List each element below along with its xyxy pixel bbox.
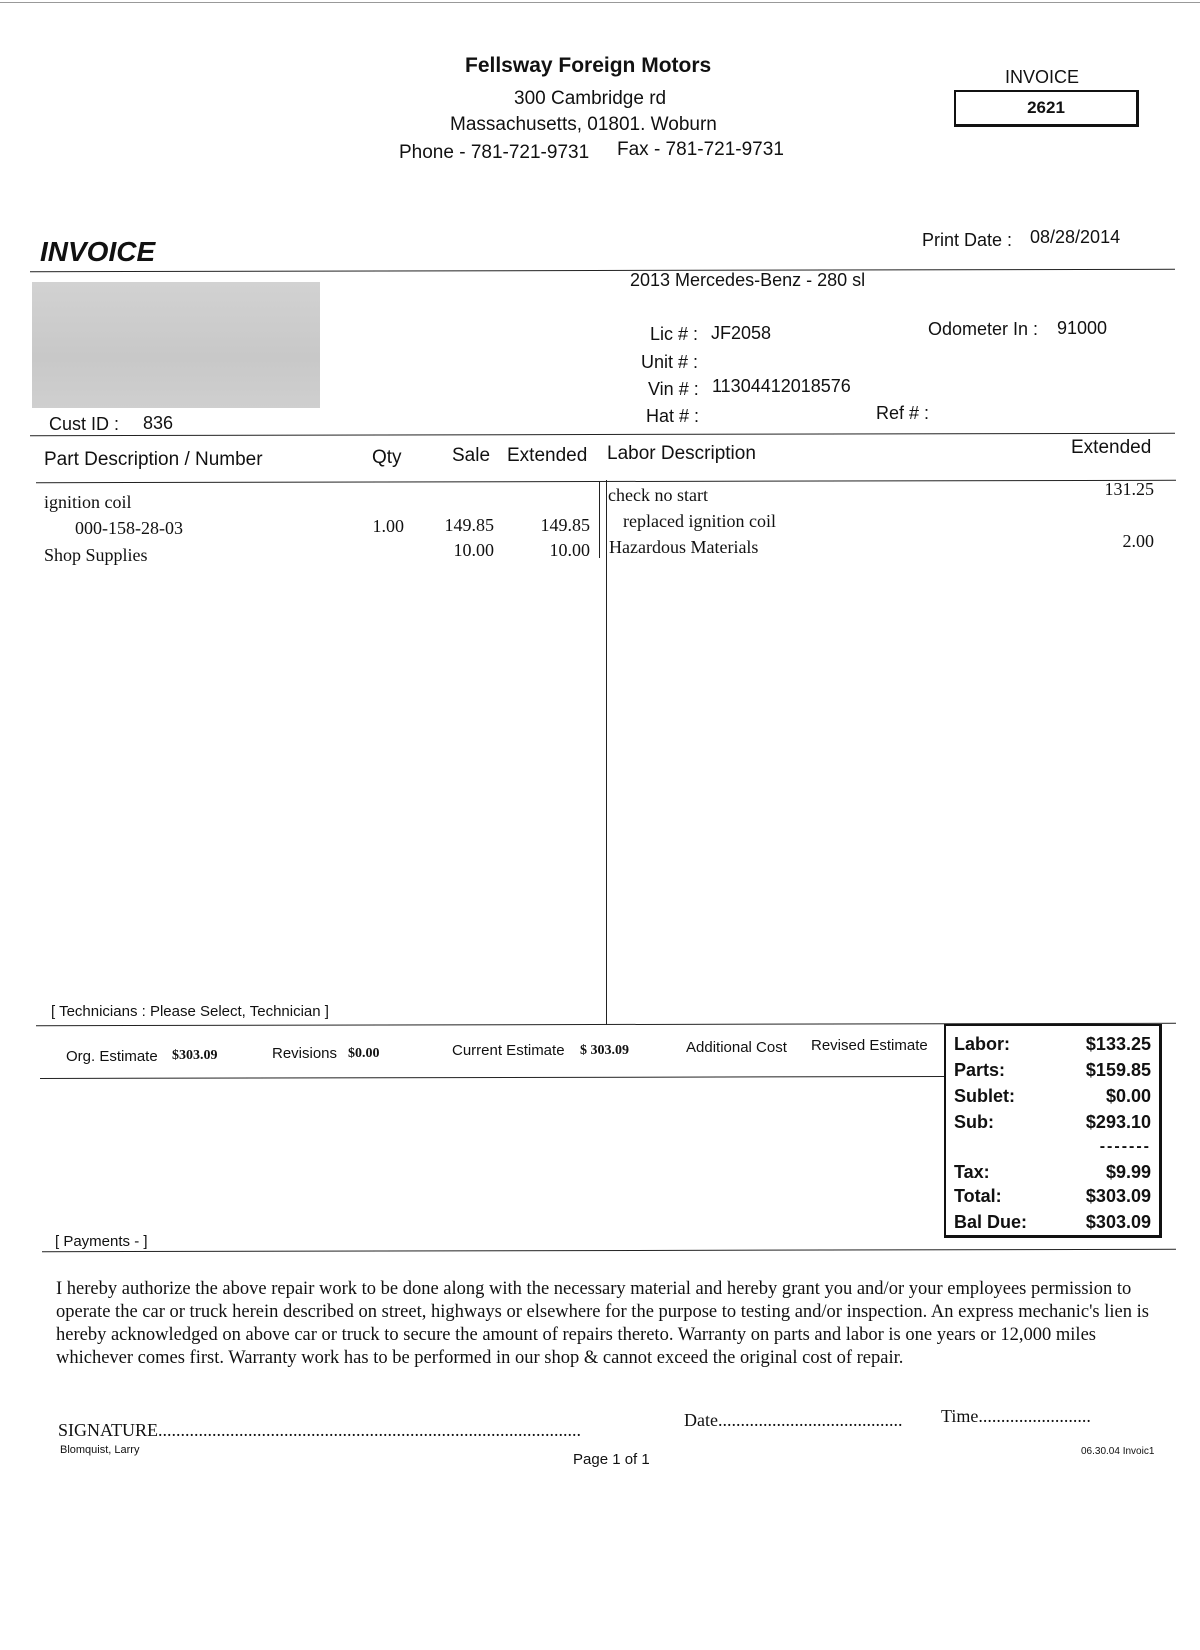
parts-total-value: $159.85 bbox=[1085, 1060, 1151, 1080]
tax-value: $9.99 bbox=[1105, 1162, 1151, 1182]
signer-name: Blomquist, Larry bbox=[60, 1444, 140, 1456]
labor-total-label: Labor: bbox=[954, 1034, 1010, 1054]
totals-sub-row bbox=[954, 1112, 1151, 1136]
part-row-2-qty: 1.00 bbox=[372, 516, 404, 536]
part-row-3-extended: 10.00 bbox=[549, 540, 590, 560]
part-row-3-sale: 10.00 bbox=[453, 540, 494, 560]
authorization-text: I hereby authorize the above repair work to be done along with the necessary material and hereby grant you and/or your employees permission to operate the car or truck herein described on street, highways or elsewhere for the purpose to testing and/or inspection. An express mechanic's lien is hereby acknowledged on above car or truck to secure the amount of repairs thereto. Warranty on parts and labor is one years or 12,000 miles whichever comes first. Warranty work has to be performed in our shop & cannot exceed the original cost of repair. bbox=[56, 1279, 1149, 1368]
table-top-line bbox=[30, 433, 1175, 436]
signature-line: SIGNATURE.............................................................................................. bbox=[58, 1420, 582, 1440]
vin-value: 11304412018576 bbox=[712, 376, 851, 396]
form-code: 06.30.04 Invoic1 bbox=[1081, 1446, 1155, 1457]
labor-row-1-extended: 131.25 bbox=[1104, 479, 1154, 499]
lic-label: Lic # : bbox=[650, 324, 699, 344]
col-header-labor-description: Labor Description bbox=[607, 443, 756, 464]
invoice-box-label: INVOICE bbox=[1005, 67, 1080, 87]
parts-total-label: Parts: bbox=[954, 1060, 1006, 1080]
vin-label: Vin # : bbox=[648, 379, 699, 399]
cust-id-label: Cust ID : bbox=[49, 414, 120, 434]
sub-total-label: Sub: bbox=[954, 1112, 994, 1132]
totals-tax-row bbox=[954, 1162, 1151, 1186]
additional-cost-label: Additional Cost bbox=[686, 1039, 787, 1056]
org-estimate-value: $303.09 bbox=[172, 1048, 218, 1063]
part-row-3-description: Shop Supplies bbox=[44, 545, 148, 565]
print-date-value: 08/28/2014 bbox=[1030, 227, 1121, 247]
labor-row-3-description: Hazardous Materials bbox=[609, 537, 759, 557]
part-row-1-description: ignition coil bbox=[44, 492, 132, 512]
vehicle-description: 2013 Mercedes-Benz - 280 sl bbox=[630, 270, 866, 290]
cust-id-value: 836 bbox=[143, 413, 174, 433]
revisions-value: $0.00 bbox=[348, 1046, 380, 1061]
odometer-value: 91000 bbox=[1057, 318, 1108, 338]
page-number: Page 1 of 1 bbox=[573, 1451, 650, 1468]
company-address-line1: 300 Cambridge rd bbox=[514, 88, 667, 109]
labor-row-2-description: replaced ignition coil bbox=[623, 511, 776, 531]
scan-top-edge bbox=[0, 2, 1200, 3]
company-name: Fellsway Foreign Motors bbox=[465, 54, 712, 77]
date-line: Date......................................... bbox=[684, 1410, 903, 1430]
revisions-label: Revisions bbox=[272, 1045, 338, 1062]
technicians-line: [ Technicians : Please Select, Technician ] bbox=[51, 1003, 329, 1020]
sub-total-value: $293.10 bbox=[1085, 1112, 1151, 1132]
invoice-title: INVOICE bbox=[40, 236, 156, 267]
labor-row-3-extended: 2.00 bbox=[1122, 531, 1154, 551]
col-header-part-description: Part Description / Number bbox=[44, 449, 263, 470]
payments-line: [ Payments - ] bbox=[55, 1233, 148, 1250]
grand-total-label: Total: bbox=[954, 1186, 1002, 1206]
hat-label: Hat # : bbox=[646, 406, 700, 426]
print-date-label: Print Date : bbox=[922, 230, 1013, 250]
header-divider bbox=[30, 269, 1175, 272]
balance-due-label: Bal Due: bbox=[954, 1212, 1028, 1232]
balance-due-value: $303.09 bbox=[1085, 1212, 1151, 1232]
tax-label: Tax: bbox=[954, 1162, 990, 1182]
totals-total-row bbox=[954, 1186, 1151, 1210]
part-row-2-extended: 149.85 bbox=[540, 515, 590, 535]
totals-parts-row bbox=[954, 1060, 1151, 1084]
part-row-2-description: 000-158-28-03 bbox=[75, 518, 183, 538]
unit-label: Unit # : bbox=[641, 352, 699, 372]
lic-value: JF2058 bbox=[711, 323, 772, 343]
totals-labor-row bbox=[954, 1034, 1151, 1058]
totals-balance-row bbox=[954, 1212, 1151, 1236]
col-header-labor-extended: Extended bbox=[1071, 437, 1152, 458]
labor-column-divider bbox=[606, 480, 607, 1025]
revised-estimate-label: Revised Estimate bbox=[811, 1037, 928, 1054]
estimate-bottom-line bbox=[40, 1076, 945, 1079]
company-fax: Fax - 781-721-9731 bbox=[617, 139, 784, 160]
totals-dash-separator: ------- bbox=[1099, 1138, 1151, 1155]
col-header-sale: Sale bbox=[452, 445, 491, 466]
totals-box bbox=[944, 1024, 1162, 1238]
payments-bottom-line bbox=[42, 1249, 1176, 1252]
labor-total-value: $133.25 bbox=[1085, 1034, 1151, 1054]
grand-total-value: $303.09 bbox=[1085, 1186, 1151, 1206]
col-header-qty: Qty bbox=[372, 447, 402, 468]
org-estimate-label: Org. Estimate bbox=[66, 1048, 158, 1065]
ref-label: Ref # : bbox=[876, 403, 930, 423]
invoice-number-box: 2621 bbox=[954, 90, 1139, 127]
odometer-label: Odometer In : bbox=[928, 319, 1039, 339]
part-row-2-sale: 149.85 bbox=[444, 515, 494, 535]
parts-labor-divider bbox=[599, 482, 600, 558]
col-header-parts-extended: Extended bbox=[507, 445, 588, 466]
company-address-line2: Massachusetts, 01801. Woburn bbox=[450, 114, 717, 135]
labor-row-1-description: check no start bbox=[608, 485, 708, 505]
sublet-total-label: Sublet: bbox=[954, 1086, 1015, 1106]
sublet-total-value: $0.00 bbox=[1105, 1086, 1151, 1106]
current-estimate-value: $ 303.09 bbox=[580, 1043, 629, 1058]
current-estimate-label: Current Estimate bbox=[452, 1042, 565, 1059]
company-phone: Phone - 781-721-9731 bbox=[399, 142, 590, 163]
time-line: Time......................... bbox=[941, 1406, 1091, 1426]
totals-sublet-row bbox=[954, 1086, 1151, 1110]
redacted-customer-info bbox=[32, 282, 320, 408]
